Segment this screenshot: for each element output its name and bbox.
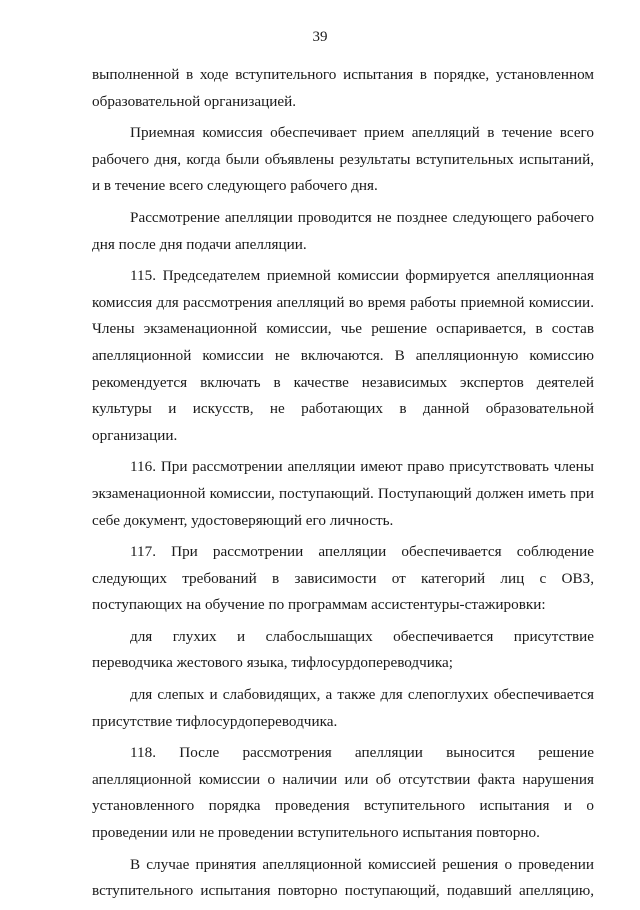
- paragraph-continuation: выполненной в ходе вступительного испытания в порядке, установленном образовательной организацией.: [92, 66, 594, 110]
- document-body: [92, 62, 594, 910]
- paragraph-117: 117. При рассмотрении апелляции обеспечивается соблюдение следующих требований в зависимости от категорий лиц с ОВЗ, поступающих на обучение по программам ассистентуры-стажировки:: [92, 543, 594, 614]
- paragraph-116: 116. При рассмотрении апелляции имеют право присутствовать члены экзаменационной комиссии, поступающий. Поступающий должен иметь при себе документ, удостоверяющий его личность.: [92, 458, 594, 529]
- page-number: 39: [312, 29, 328, 45]
- paragraph-repeat-exam: В случае принятия апелляционной комиссией решения о проведении вступительного испытания повторно поступающий, подавший апелляцию,: [92, 855, 594, 900]
- paragraph-118: 118. После рассмотрения апелляции выносится решение апелляционной комиссии о наличии или об отсутствии факта нарушения установленного порядка проведения вступительного испытания и о проведении или не проведении вступительного испытания повторно.: [92, 744, 594, 842]
- paragraph-115: 115. Председателем приемной комиссии формируется апелляционная комиссия для рассмотрения апелляций во время работы приемной комиссии. Члены экзаменационной комиссии, чье решение оспаривается, в состав апелляционной комиссии не включаются. В апелляционную комиссию рекомендуется включать в качестве независимых экспертов деятелей культуры и искусств, не работающих в данной образовательной организации.: [92, 267, 594, 444]
- paragraph-appeal-review-deadline: Рассмотрение апелляции проводится не позднее следующего рабочего дня после дня подачи апелляции.: [92, 208, 594, 253]
- paragraph-blind-requirement: для слепых и слабовидящих, а также для слепоглухих обеспечивается присутствие тифлосурдопереводчика.: [92, 686, 594, 730]
- paragraph-deaf-requirement: для глухих и слабослышащих обеспечивается присутствие переводчика жестового языка, тифлосурдопереводчика;: [92, 627, 594, 672]
- paragraph-appeal-acceptance: Приемная комиссия обеспечивает прием апелляций в течение всего рабочего дня, когда были объявлены результаты вступительных испытаний, и в течение всего следующего рабочего дня.: [92, 124, 594, 195]
